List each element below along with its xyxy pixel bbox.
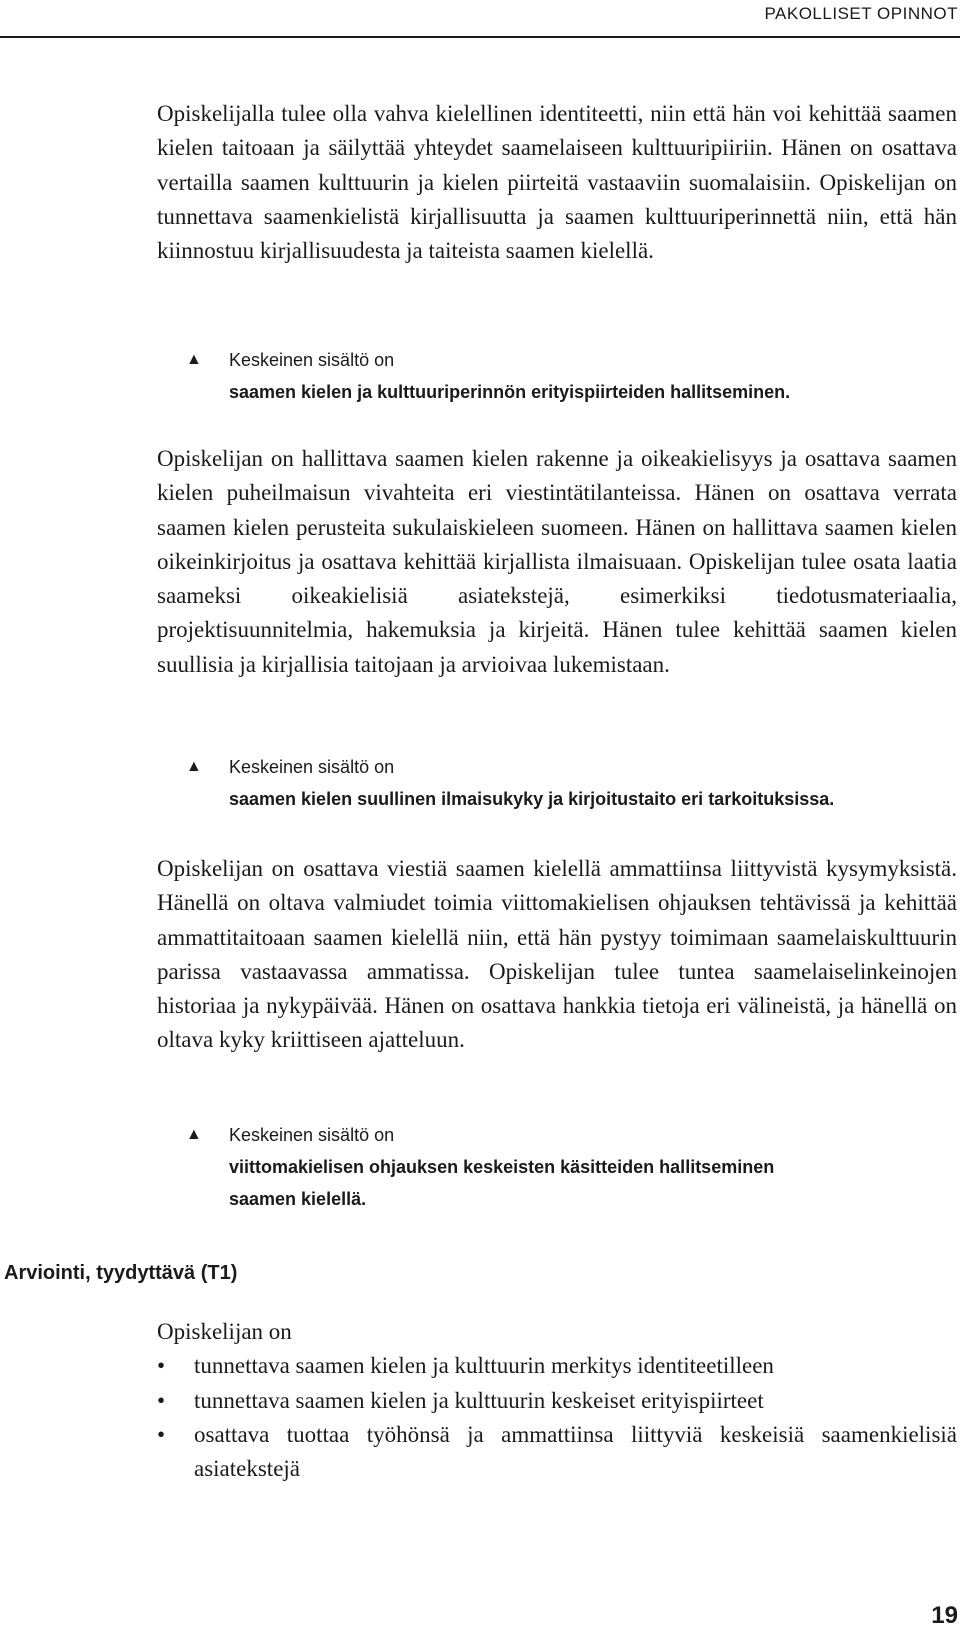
page-number: 19 bbox=[931, 1602, 958, 1629]
bullet-icon: • bbox=[157, 1353, 166, 1379]
key-content-box bbox=[186, 751, 956, 815]
key-content-text: saamen kielellä. bbox=[229, 1189, 367, 1209]
key-content-heading: Keskeinen sisältö on bbox=[229, 1125, 395, 1145]
key-content-box bbox=[186, 1119, 956, 1215]
assessment-heading: Arviointi, tyydyttävä (T1) bbox=[4, 1262, 238, 1284]
key-content-text: saamen kielen suullinen ilmaisukyky ja kirjoitustaito eri tarkoituksissa. bbox=[229, 789, 835, 809]
list-item bbox=[157, 1418, 957, 1487]
running-header bbox=[0, 0, 960, 38]
body-paragraph: Opiskelijan on osattava viestiä saamen kielellä ammattiinsa liittyvistä kysymyksistä. Hänellä on oltava valmiudet toimia viittomakielisen ohjauksen tehtävissä ja kehittää ammattitaitoaan saamen kielellä niin, että hän pystyy toimimaan saamelaiskulttuurin parissa vastaavassa ammatissa. Opiskelijan tulee tuntea saamelaiselinkeinojen historiaa ja nykypäivää. Hänen on osattava hankkia tietoja eri välineistä, ja hänellä on oltava kyky kriittiseen ajatteluun. bbox=[157, 856, 957, 1053]
assessment-intro: Opiskelijan on bbox=[157, 1319, 292, 1344]
bullet-icon: • bbox=[157, 1421, 166, 1447]
body-paragraph: Opiskelijalla tulee olla vahva kielellinen identiteetti, niin että hän voi kehittää saamen kielen taitoaan ja säilyttää yhteydet saamelaiseen kulttuuripiiriin. Hänen on osattava vertailla saamen kulttuurin ja kielen piirteitä vastaaviin suomalaisiin. Opiskelijan on tunnettava saamenkielistä kirjallisuutta ja saamen kulttuuriperinnettä niin, että hän kiinnostuu kirjallisuudesta ja taiteista saamen kielellä. bbox=[157, 101, 957, 264]
key-content-box bbox=[186, 344, 956, 408]
body-paragraph: Opiskelijan on hallittava saamen kielen rakenne ja oikeakielisyys ja osattava saamen kielen puheilmaisun vivahteita eri viestintätilanteissa. Hänen on osattava verrata saamen kielen perusteita sukulaiskieleen suomeen. Hänen on hallittava saamen kielen oikeinkirjoitus ja osattava kehittää kirjallista ilmaisuaan. Opiskelijan tulee osata laatia saameksi oikeakielisiä asiatekstejä, esimerkiksi tiedotusmateriaalia, projektisuunnitelmia, hakemuksia ja kirjeitä. Hänen tulee kehittää saamen kielen suullisia ja kirjallisia taitojaan ja arvioivaa lukemistaan. bbox=[157, 446, 957, 677]
key-content-heading: Keskeinen sisältö on bbox=[229, 757, 395, 777]
key-content-text: viittomakielisen ohjauksen keskeisten käsitteiden hallitseminen bbox=[229, 1157, 775, 1177]
triangle-icon: ▲ bbox=[186, 1126, 202, 1143]
triangle-icon: ▲ bbox=[186, 758, 202, 775]
list-item bbox=[157, 1349, 957, 1383]
list-item-text: tunnettava saamen kielen ja kulttuurin merkitys identiteetilleen bbox=[194, 1353, 774, 1379]
triangle-icon: ▲ bbox=[186, 351, 202, 368]
key-content-text: saamen kielen ja kulttuuriperinnön erityispiirteiden hallitseminen. bbox=[229, 382, 791, 402]
list-item bbox=[157, 1384, 957, 1418]
section-label: PAKOLLISET OPINNOT bbox=[764, 4, 958, 23]
key-content-heading: Keskeinen sisältö on bbox=[229, 350, 395, 370]
list-item-text: osattava tuottaa työhönsä ja ammattiinsa liittyviä keskeisiä saamenkielisiä asiatekstejä bbox=[194, 1421, 957, 1482]
assessment-section bbox=[157, 1315, 957, 1486]
assessment-list bbox=[157, 1349, 957, 1486]
header-divider bbox=[0, 36, 960, 38]
bullet-icon: • bbox=[157, 1387, 166, 1413]
list-item-text: tunnettava saamen kielen ja kulttuurin keskeiset erityispiirteet bbox=[194, 1387, 764, 1413]
